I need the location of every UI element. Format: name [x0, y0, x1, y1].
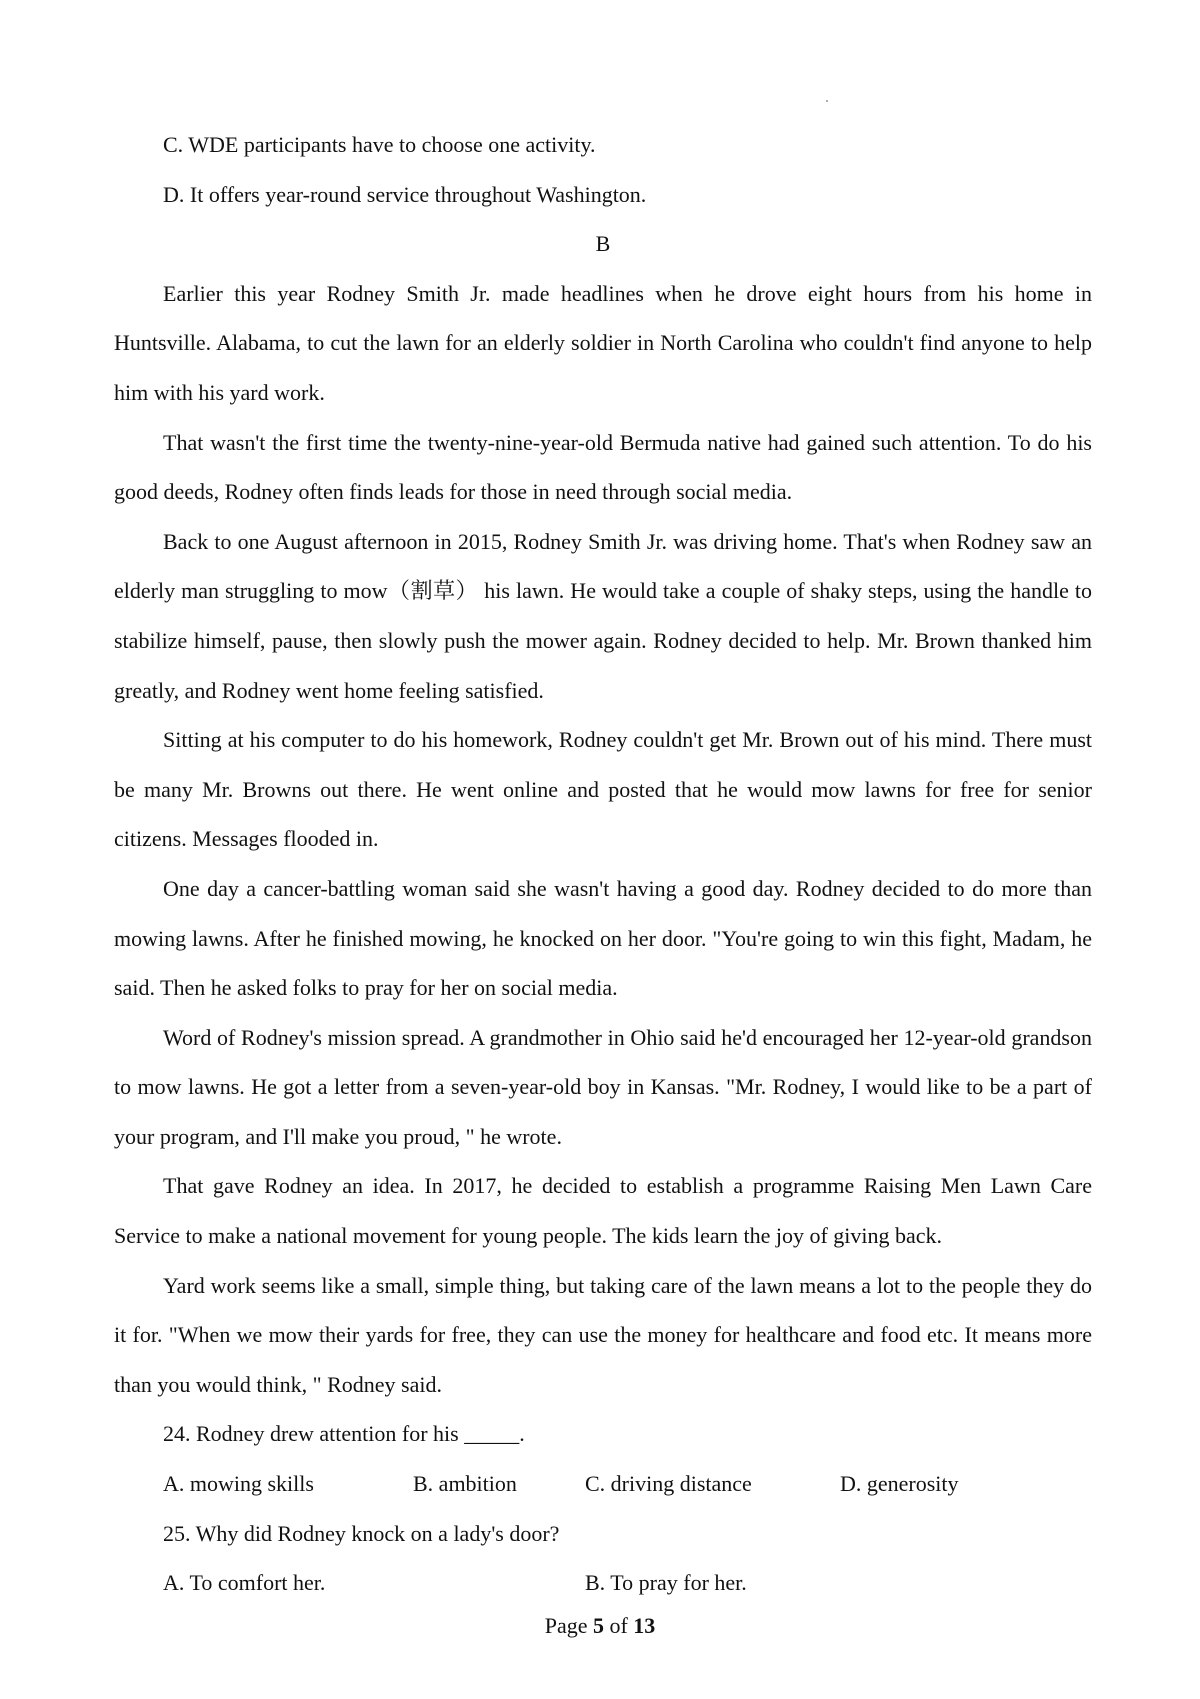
paragraph-3: Back to one August afternoon in 2015, Rodney Smith Jr. was driving home. That's when Rodney saw an elderly man struggling to mow（割草） his lawn. He would take a couple of shaky steps, using the handle to stabilize himself, pause, then slowly push the mower again. Rodney decided to help. Mr. Brown thanked him greatly, and Rodney went home feeling satisfied. [114, 528, 1092, 703]
paragraph-5: One day a cancer-battling woman said she wasn't having a good day. Rodney decided to do more than mowing lawns. After he finished mowing, he knocked on her door. "You're going to win this fight, Madam, he said. Then he asked folks to pray for her on social media. [114, 875, 1092, 1001]
question-25-option-b: B. To pray for her. [585, 1570, 747, 1596]
paragraph-1: Earlier this year Rodney Smith Jr. made headlines when he drove eight hours from his home in Huntsville. Alabama, to cut the lawn for an elderly soldier in North Carolina who couldn't find anyone to help him with his yard work. [114, 280, 1092, 405]
footer-prefix: Page [544, 1613, 593, 1638]
scan-speck [826, 100, 828, 102]
question-24-option-b: B. ambition [413, 1471, 517, 1497]
question-25-options [114, 1558, 1092, 1608]
question-24-options [114, 1459, 1092, 1509]
footer-total-pages: 13 [633, 1613, 656, 1638]
option-d-previous: D. It offers year-round service throughout Washington. [163, 181, 647, 207]
question-25-stem: 25. Why did Rodney knock on a lady's door? [163, 1520, 560, 1546]
paragraph-4: Sitting at his computer to do his homework, Rodney couldn't get Mr. Brown out of his mind. There must be many Mr. Browns out there. He went online and posted that he would mow lawns for free for senior citizens. Messages flooded in. [114, 727, 1092, 852]
paragraph-6: Word of Rodney's mission spread. A grandmother in Ohio said he'd encouraged her 12-year-old grandson to mow lawns. He got a letter from a seven-year-old boy in Kansas. "Mr. Rodney, I would like to be a part of your program, and I'll make you proud, " he wrote. [114, 1024, 1092, 1149]
footer-current-page: 5 [592, 1613, 604, 1638]
question-24-stem: 24. Rodney drew attention for his _____. [163, 1421, 525, 1447]
option-c-previous: C. WDE participants have to choose one activity. [163, 132, 596, 157]
page-footer [0, 1611, 1200, 1641]
document-page [114, 120, 1092, 1608]
footer-middle: of [603, 1613, 634, 1638]
paragraph-8: Yard work seems like a small, simple thing, but taking care of the lawn means a lot to the people they do it for. "When we mow their yards for free, they can use the money for healthcare and food etc. It means more than you would think, " Rodney said. [114, 1272, 1092, 1397]
question-24-option-a: A. mowing skills [163, 1471, 314, 1497]
question-25-option-a: A. To comfort her. [163, 1570, 326, 1596]
paragraph-2: That wasn't the first time the twenty-nine-year-old Bermuda native had gained such attention. To do his good deeds, Rodney often finds leads for those in need through social media. [114, 429, 1092, 505]
question-24-option-c: C. driving distance [585, 1471, 752, 1497]
paragraph-7: That gave Rodney an idea. In 2017, he decided to establish a programme Raising Men Lawn Care Service to make a national movement for young people. The kids learn the joy of giving back. [114, 1173, 1092, 1249]
section-label: B [595, 231, 611, 257]
question-24-option-d: D. generosity [840, 1471, 959, 1497]
